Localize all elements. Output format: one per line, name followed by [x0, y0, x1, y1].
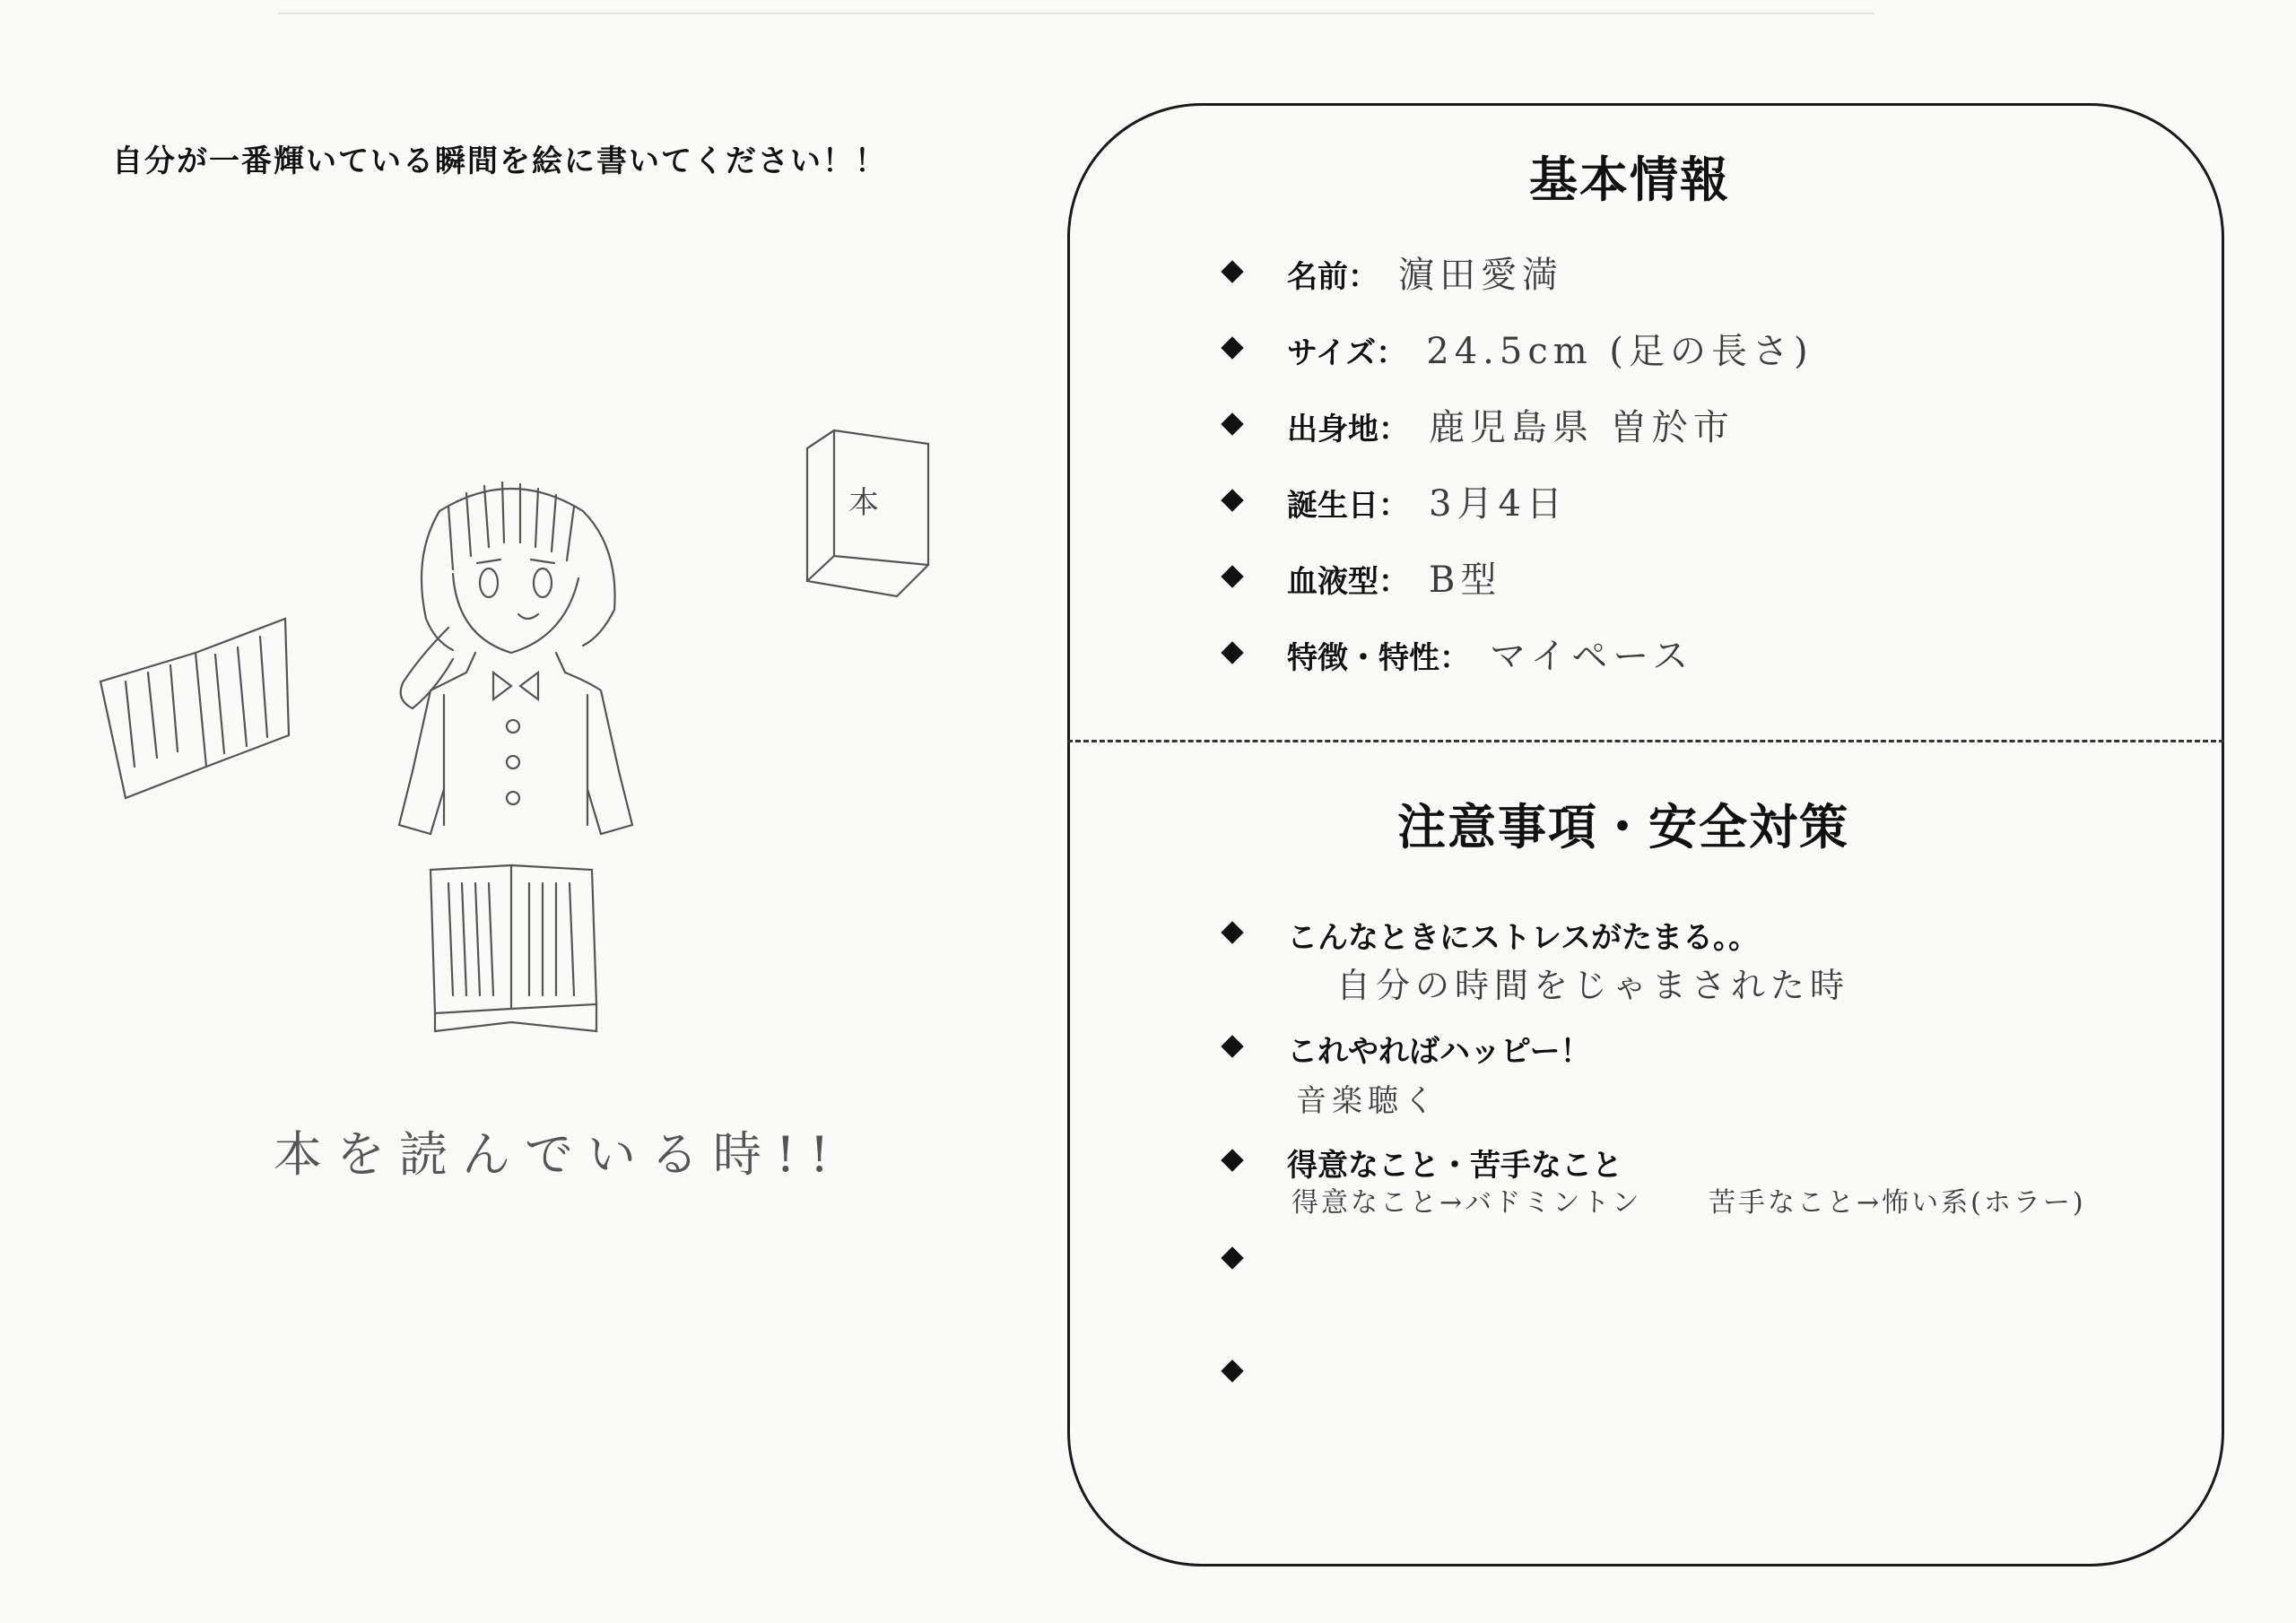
info-value: マイペース	[1490, 636, 1694, 677]
caution-label: これやればハッピー！	[1287, 1034, 1591, 1070]
caution-label: こんなときにストレスがたまる。。	[1287, 920, 1759, 956]
info-value: 濵田愛満	[1398, 255, 1563, 296]
info-row-birthplace	[1224, 399, 1735, 450]
caution-row-stress	[1224, 913, 1759, 957]
info-label: 血液型：	[1287, 564, 1409, 600]
caution-label: 得意なこと・苦手なこと	[1287, 1148, 1622, 1184]
diamond-bullet-icon	[1221, 565, 1243, 587]
diamond-bullet-icon	[1221, 1149, 1243, 1171]
caution-answer-bad: 苦手なこと→怖い系(ホラー)	[1709, 1187, 2086, 1219]
floating-book	[807, 430, 928, 596]
info-label: 出身地：	[1287, 412, 1409, 447]
caution-row-empty-2	[1224, 1370, 1287, 1390]
info-label: 名前：	[1287, 259, 1378, 295]
info-value: 鹿児島県 曽於市	[1429, 407, 1735, 448]
scan-edge-line	[278, 13, 1874, 14]
info-value: 3月4日	[1429, 483, 1568, 525]
diamond-bullet-icon	[1221, 489, 1243, 511]
girl-reading-drawing	[90, 412, 987, 1058]
drawing-caption: 本を読んでいる時!!	[274, 1126, 844, 1183]
info-row-name	[1224, 247, 1563, 298]
info-label: 特徴・特性：	[1287, 640, 1470, 676]
diamond-bullet-icon	[1221, 1035, 1243, 1057]
info-row-blood-type	[1224, 551, 1501, 603]
book-label: 本	[848, 485, 879, 521]
info-row-traits	[1224, 628, 1693, 679]
info-label: 誕生日：	[1287, 488, 1409, 524]
caution-row-happy	[1224, 1027, 1591, 1071]
caution-row-skills	[1224, 1141, 1622, 1185]
diamond-bullet-icon	[1221, 336, 1243, 359]
diamond-bullet-icon	[1221, 260, 1243, 282]
info-row-size	[1224, 323, 1813, 374]
drawing-prompt: 自分が一番輝いている瞬間を絵に書いてください！！	[112, 143, 887, 179]
cautions-title: 注意事項・安全対策	[1397, 799, 1849, 855]
section-divider	[1067, 740, 2224, 742]
caution-answer: 自分の時間をじゃまされた時	[1336, 966, 1850, 1005]
basic-info-title: 基本情報	[1529, 152, 1730, 208]
caution-answer-good: 得意なこと→バドミントン	[1292, 1187, 1642, 1219]
caution-answer: 音楽聴く	[1296, 1083, 1439, 1119]
info-value: 24.5cm (足の長さ)	[1426, 331, 1813, 372]
diamond-bullet-icon	[1221, 921, 1243, 943]
floating-open-book	[100, 619, 289, 798]
info-value: B型	[1429, 560, 1502, 601]
info-label: サイズ：	[1287, 335, 1407, 371]
info-row-birthday	[1224, 475, 1568, 526]
diamond-bullet-icon	[1221, 641, 1243, 664]
girl-figure	[399, 482, 632, 1031]
diamond-bullet-icon	[1221, 412, 1243, 435]
caution-row-empty-1	[1224, 1257, 1287, 1277]
